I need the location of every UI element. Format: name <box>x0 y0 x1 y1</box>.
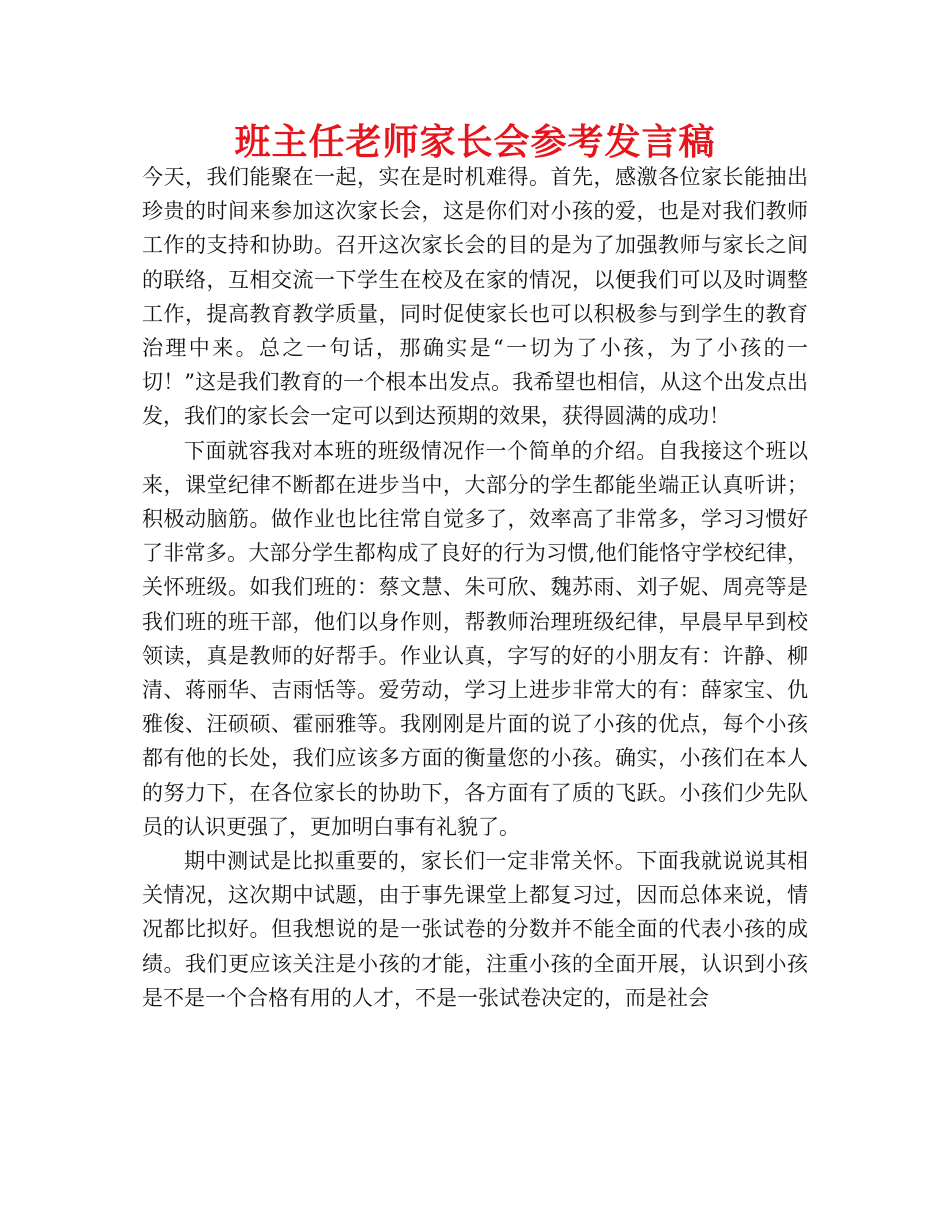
document-body <box>142 160 808 1015</box>
paragraph-opening: 今天，我们能聚在一起，实在是时机难得。首先，感激各位家长能抽出珍贵的时间来参加这次家长会，这是你们对小孩的爱，也是对我们教师工作的支持和协助。召开这次家长会的目的是为了加强教师与家长之间的联络，互相交流一下学生在校及在家的情况，以便我们可以及时调整工作，提高教育教学质量，同时促使家长也可以积极参与到学生的教育治理中来。总之一句话，那确实是“一切为了小孩，为了小孩的一切！”这是我们教育的一个根本出发点。我希望也相信，从这个出发点出发，我们的家长会一定可以到达预期的效果，获得圆满的成功！ <box>142 165 808 429</box>
document-title: 班主任老师家长会参考发言稿 <box>234 122 716 163</box>
paragraph-midterm-exam: 期中测试是比拟重要的，家长们一定非常关怀。下面我就说说其相关情况，这次期中试题，由于事先课堂上都复习过，因而总体来说，情况都比拟好。但我想说的是一张试卷的分数并不能全面的代表小孩的成绩。我们更应该关注是小孩的才能，注重小孩的全面开展，认识到小孩是不是一个合格有用的人才，不是一张试卷决定的，而是社会 <box>142 849 808 1010</box>
paragraph-class-introduction: 下面就容我对本班的班级情况作一个简单的介绍。自我接这个班以来，课堂纪律不断都在进步当中，大部分的学生都能坐端正认真听讲；积极动脑筋。做作业也比往常自觉多了，效率高了非常多，学习习惯好了非常多。大部分学生都构成了良好的行为习惯,他们能恪守学校纪律，关怀班级。如我们班的：蔡文慧、朱可欣、魏苏雨、刘子妮、周亮等是我们班的班干部，他们以身作则，帮教师治理班级纪律，早晨早早到校领读，真是教师的好帮手。作业认真，字写的好的小朋友有：许静、柳清、蒋丽华、吉雨恬等。爱劳动，学习上进步非常大的有：薛家宝、仇雅俊、汪硕硕、霍丽雅等。我刚刚是片面的说了小孩的优点，每个小孩都有他的长处，我们应该多方面的衡量您的小孩。确实，小孩们在本人的努力下，在各位家长的协助下，各方面有了质的飞跃。小孩们少先队员的认识更强了，更加明白事有礼貌了。 <box>142 438 808 839</box>
